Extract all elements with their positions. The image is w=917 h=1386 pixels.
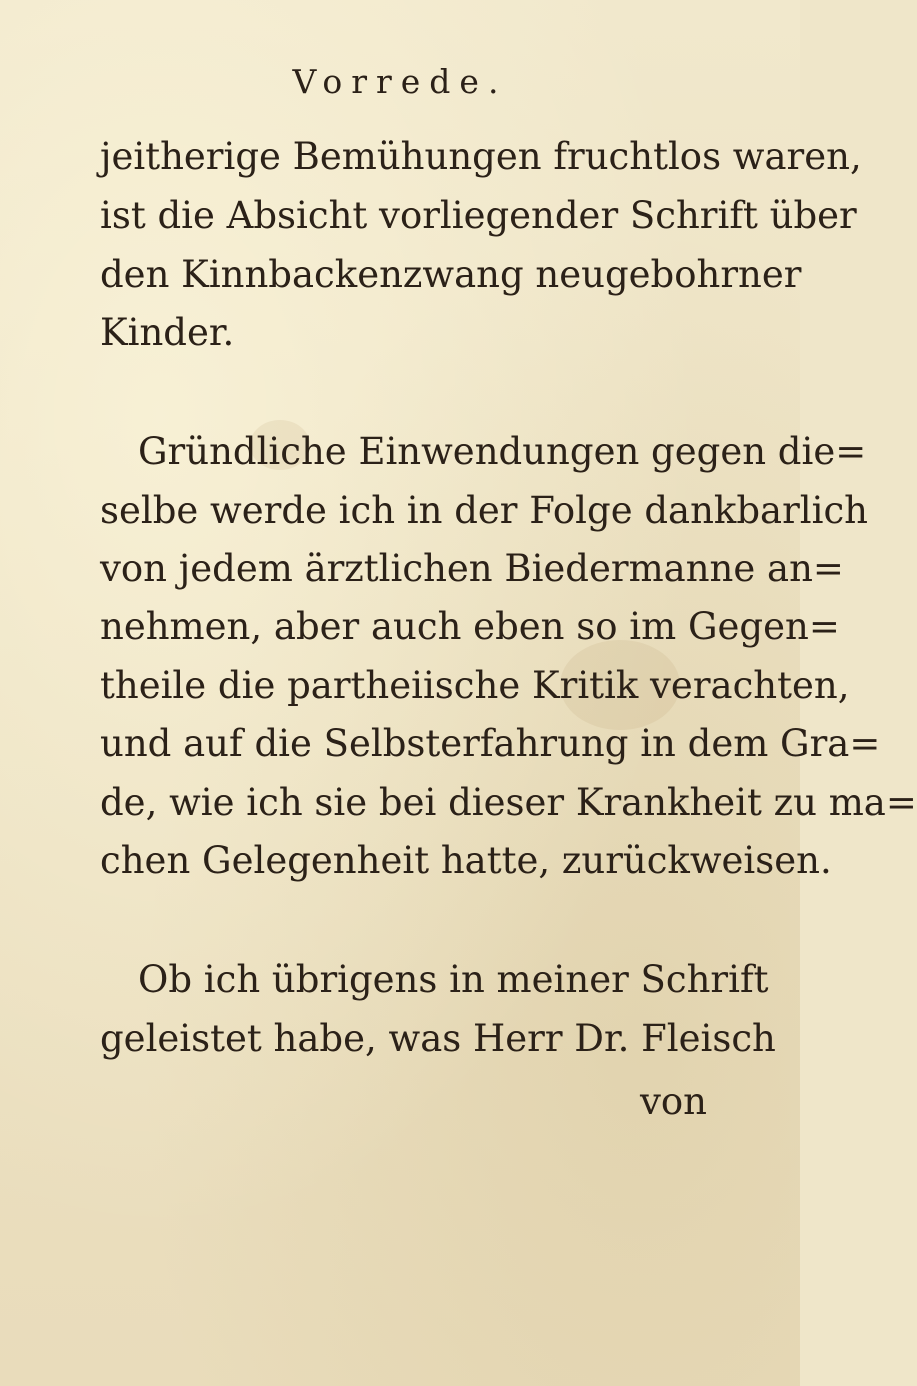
text-line: Gründliche Einwendungen gegen die= [138, 430, 867, 473]
text-line: den Kinnbackenzwang neugebohrner [100, 253, 802, 296]
text-line: Ob ich übrigens in meiner Schrift [138, 958, 769, 1001]
text-line: und auf die Selbsterfahrung in dem Gra= [100, 722, 881, 765]
catchword: von [640, 1080, 708, 1123]
text-line: theile die partheiische Kritik verachten, [100, 664, 850, 707]
text-line: chen Gelegenheit hatte, zurückweisen. [100, 839, 832, 882]
text-line: Kinder. [100, 311, 235, 354]
text-line: ist die Absicht vorliegender Schrift über [100, 194, 857, 237]
text-line: de, wie ich sie bei dieser Krankheit zu ma= [100, 781, 917, 824]
running-header: Vorrede. [292, 62, 508, 101]
text-line: selbe werde ich in der Folge dankbarlich [100, 489, 869, 532]
text-line: geleistet habe, was Herr Dr. Fleisch [100, 1017, 776, 1060]
text-line: jeitherige Bemühungen fruchtlos waren, [100, 135, 862, 178]
text-line: nehmen, aber auch eben so im Gegen= [100, 605, 840, 648]
text-line: von jedem ärztlichen Biedermanne an= [100, 547, 844, 590]
